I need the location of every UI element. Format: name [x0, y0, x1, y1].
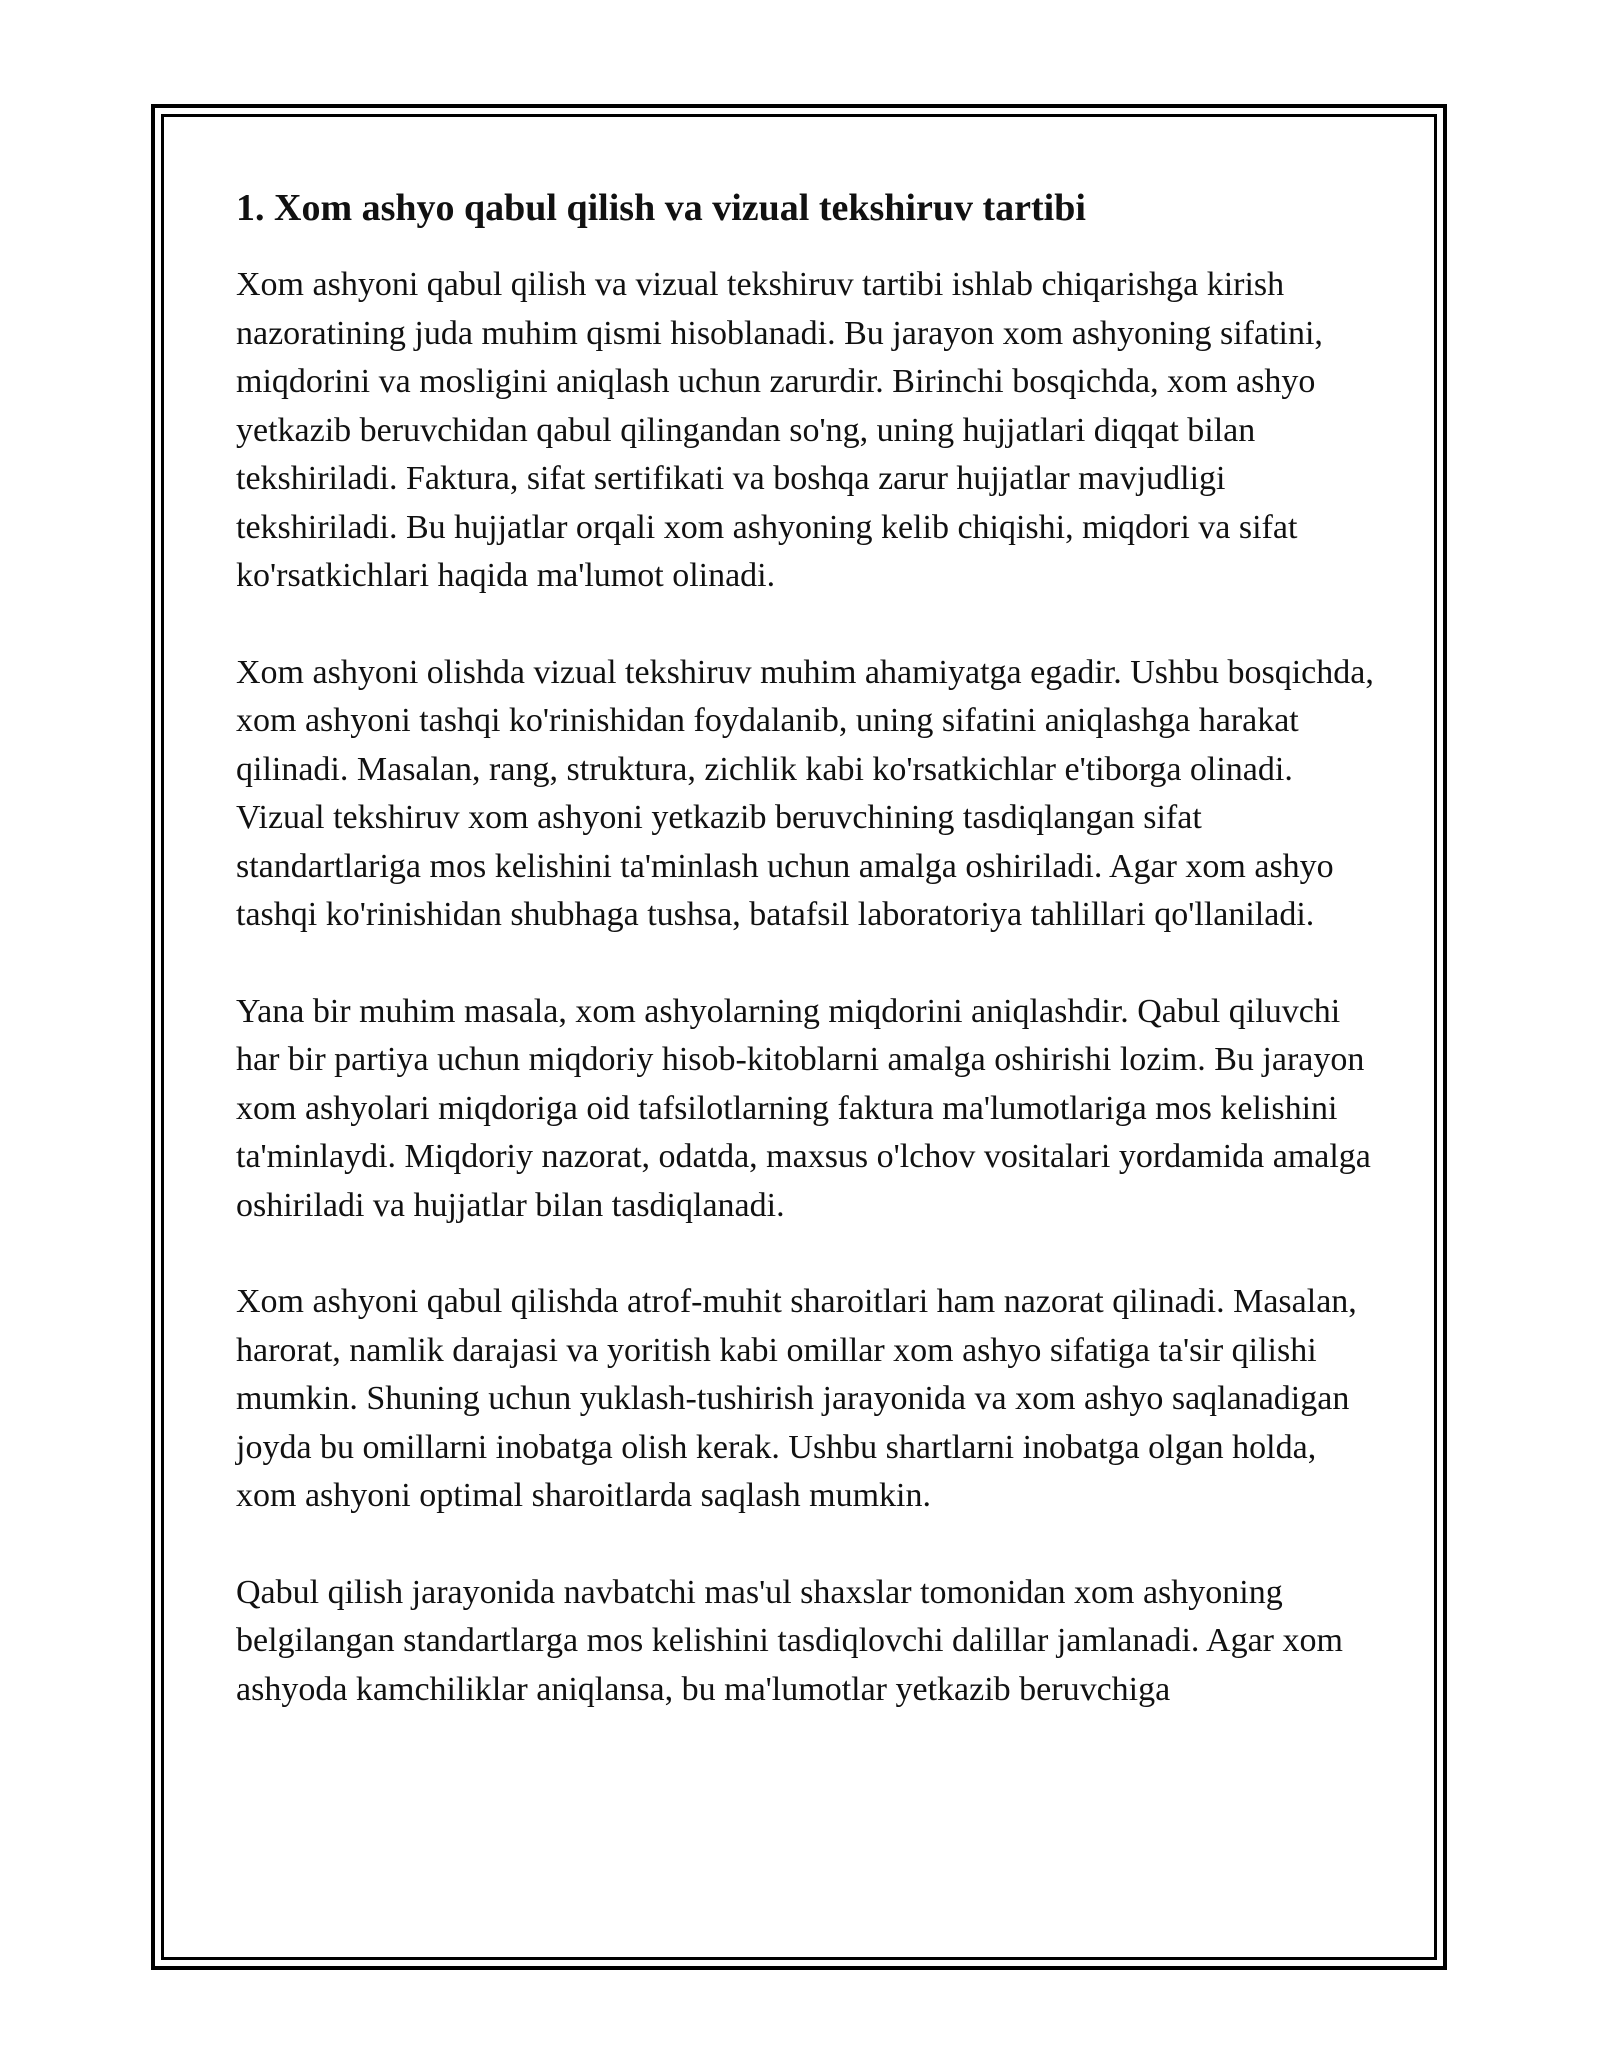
- section-heading: 1. Xom ashyo qabul qilish va vizual tekshiruv tartibi: [236, 187, 1086, 229]
- paragraph-1: Xom ashyoni qabul qilish va vizual tekshiruv tartibi ishlab chiqarishga kirish nazoratining juda muhim qismi hisoblanadi. Bu jarayon xom ashyoning sifatini, miqdorini va mosligini aniqlash uchun zarurdir. Birinchi bosqichda, xom ashyo yetkazib beruvchidan qabul qilingandan so'ng, uning hujjatlari diqqat bilan tekshiriladi. Faktura, sifat sertifikati va boshqa zarur hujjatlar mavjudligi tekshiriladi. Bu hujjatlar orqali xom ashyoning kelib chiqishi, miqdori va sifat ko'rsatkichlari haqida ma'lumot olinadi.: [236, 266, 1323, 594]
- document-body: [236, 185, 1376, 1762]
- paragraph-4: Xom ashyoni qabul qilishda atrof-muhit sharoitlari ham nazorat qilinadi. Masalan, harorat, namlik darajasi va yoritish kabi omillar xom ashyo sifatiga ta'sir qilishi mumkin. Shuning uchun yuklash-tushirish jarayonida va xom ashyo saqlanadigan joyda bu omillarni inobatga olish kerak. Ushbu shartlarni inobatga olgan holda, xom ashyoni optimal sharoitlarda saqlash mumkin.: [236, 1283, 1357, 1514]
- paragraph-2: Xom ashyoni olishda vizual tekshiruv muhim ahamiyatga egadir. Ushbu bosqichda, xom ashyoni tashqi ko'rinishidan foydalanib, uning sifatini aniqlashga harakat qilinadi. Masalan, rang, struktura, zichlik kabi ko'rsatkichlar e'tiborga olinadi. Vizual tekshiruv xom ashyoni yetkazib beruvchining tasdiqlangan sifat standartlariga mos kelishini ta'minlash uchun amalga oshiriladi. Agar xom ashyo tashqi ko'rinishidan shubhaga tushsa, batafsil laboratoriya tahlillari qo'llaniladi.: [236, 653, 1374, 933]
- paragraph-3: Yana bir muhim masala, xom ashyolarning miqdorini aniqlashdir. Qabul qiluvchi har bir partiya uchun miqdoriy hisob-kitoblarni amalga oshirishi lozim. Bu jarayon xom ashyolari miqdoriga oid tafsilotlarning faktura ma'lumotlariga mos kelishini ta'minlaydi. Miqdoriy nazorat, odatda, maxsus o'lchov vositalari yordamida amalga oshiriladi va hujjatlar bilan tasdiqlanadi.: [236, 992, 1371, 1224]
- paragraph-5: Qabul qilish jarayonida navbatchi mas'ul shaxslar tomonidan xom ashyoning belgilangan standartlarga mos kelishini tasdiqlovchi dalillar jamlanadi. Agar xom ashyoda kamchiliklar aniqlansa, bu ma'lumotlar yetkazib beruvchiga: [236, 1573, 1343, 1708]
